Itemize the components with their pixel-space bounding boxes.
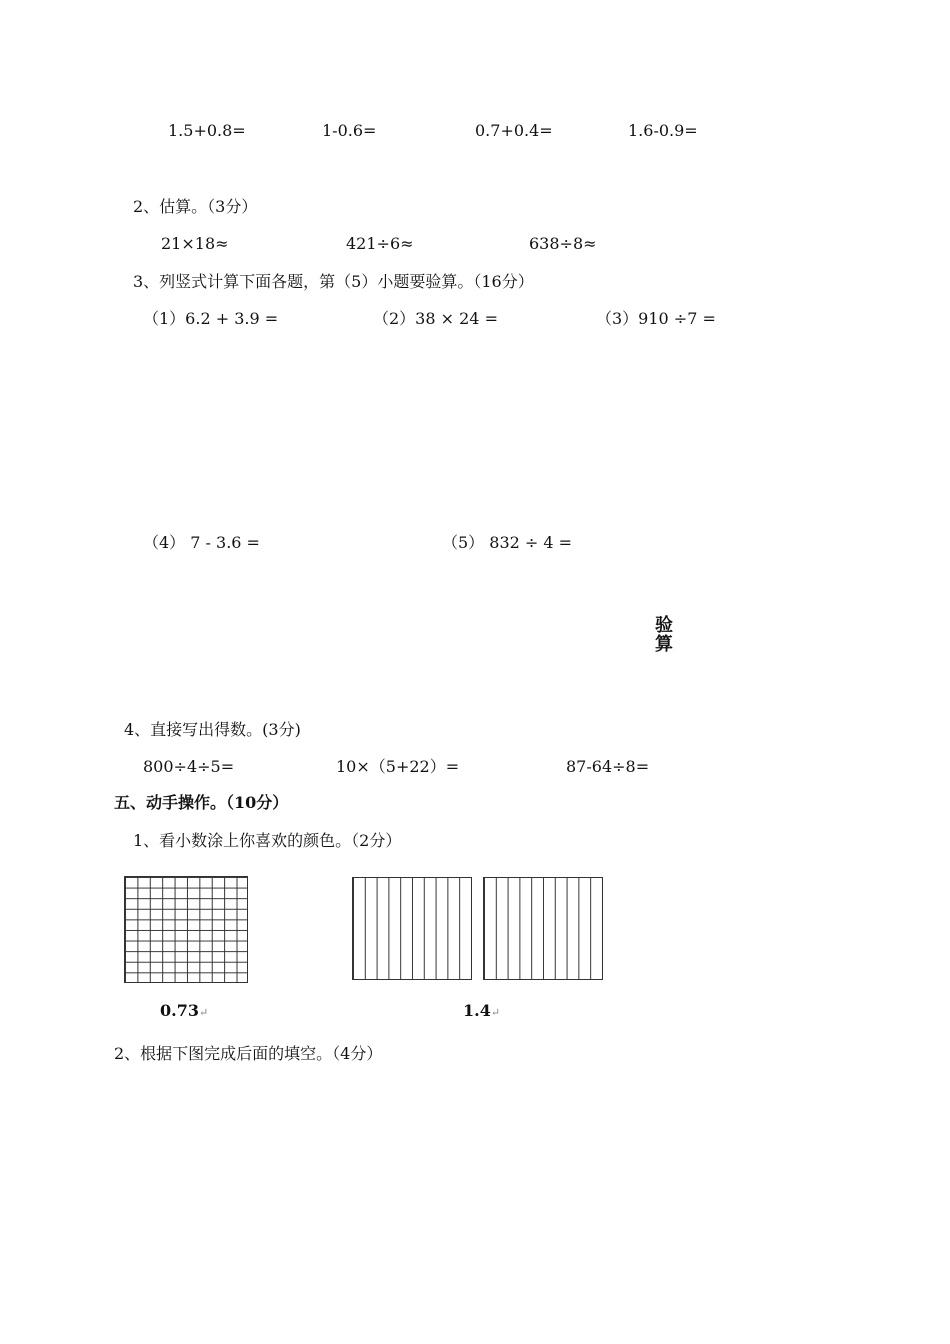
q4-item-1: 800÷4÷5= <box>143 757 235 776</box>
label-1-4-text: 1.4 <box>463 1001 491 1020</box>
return-mark-icon: ↵ <box>198 1006 209 1019</box>
q3-item-4: （4） 7 - 3.6 = <box>143 533 260 552</box>
q3-item-3: （3）910 ÷7 = <box>596 309 716 328</box>
problem-3: 0.7+0.4= <box>475 121 553 140</box>
hundred-grid[interactable] <box>124 876 248 983</box>
section5-q2-heading: 2、根据下图完成后面的填空。（4分） <box>114 1044 383 1063</box>
tenths-strip-1[interactable] <box>352 877 472 980</box>
check-label-char-2: 算 <box>655 633 673 655</box>
check-label <box>654 617 674 655</box>
q2-item-1: 21×18≈ <box>161 234 229 253</box>
q3-item-5: （5） 832 ÷ 4 = <box>442 533 573 552</box>
q2-item-2: 421÷6≈ <box>346 234 414 253</box>
problem-2: 1-0.6= <box>322 121 377 140</box>
q2-item-3: 638÷8≈ <box>529 234 597 253</box>
problem-1: 1.5+0.8= <box>168 121 246 140</box>
label-0-73-text: 0.73 <box>160 1001 199 1020</box>
label-1-4 <box>463 1003 500 1019</box>
problem-4: 1.6-0.9= <box>628 121 698 140</box>
q3-heading: 3、列竖式计算下面各题，第（5）小题要验算。（16分） <box>133 272 534 291</box>
q4-item-2: 10×（5+22）= <box>336 757 460 776</box>
return-mark-icon: ↵ <box>490 1006 501 1019</box>
q3-item-1: （1）6.2 + 3.9 = <box>143 309 279 328</box>
check-label-char-1: 验 <box>655 615 673 636</box>
label-0-73 <box>160 1003 208 1019</box>
q2-heading: 2、估算。（3分） <box>133 197 258 216</box>
q4-heading: 4、直接写出得数。(3分) <box>124 720 301 739</box>
q4-item-3: 87-64÷8= <box>566 757 650 776</box>
tenths-strip-2[interactable] <box>483 877 603 980</box>
section5-q1-heading: 1、看小数涂上你喜欢的颜色。（2分） <box>133 831 402 850</box>
section5-heading: 五、动手操作。（10分） <box>114 793 289 812</box>
q3-item-2: （2）38 × 24 = <box>373 309 498 328</box>
